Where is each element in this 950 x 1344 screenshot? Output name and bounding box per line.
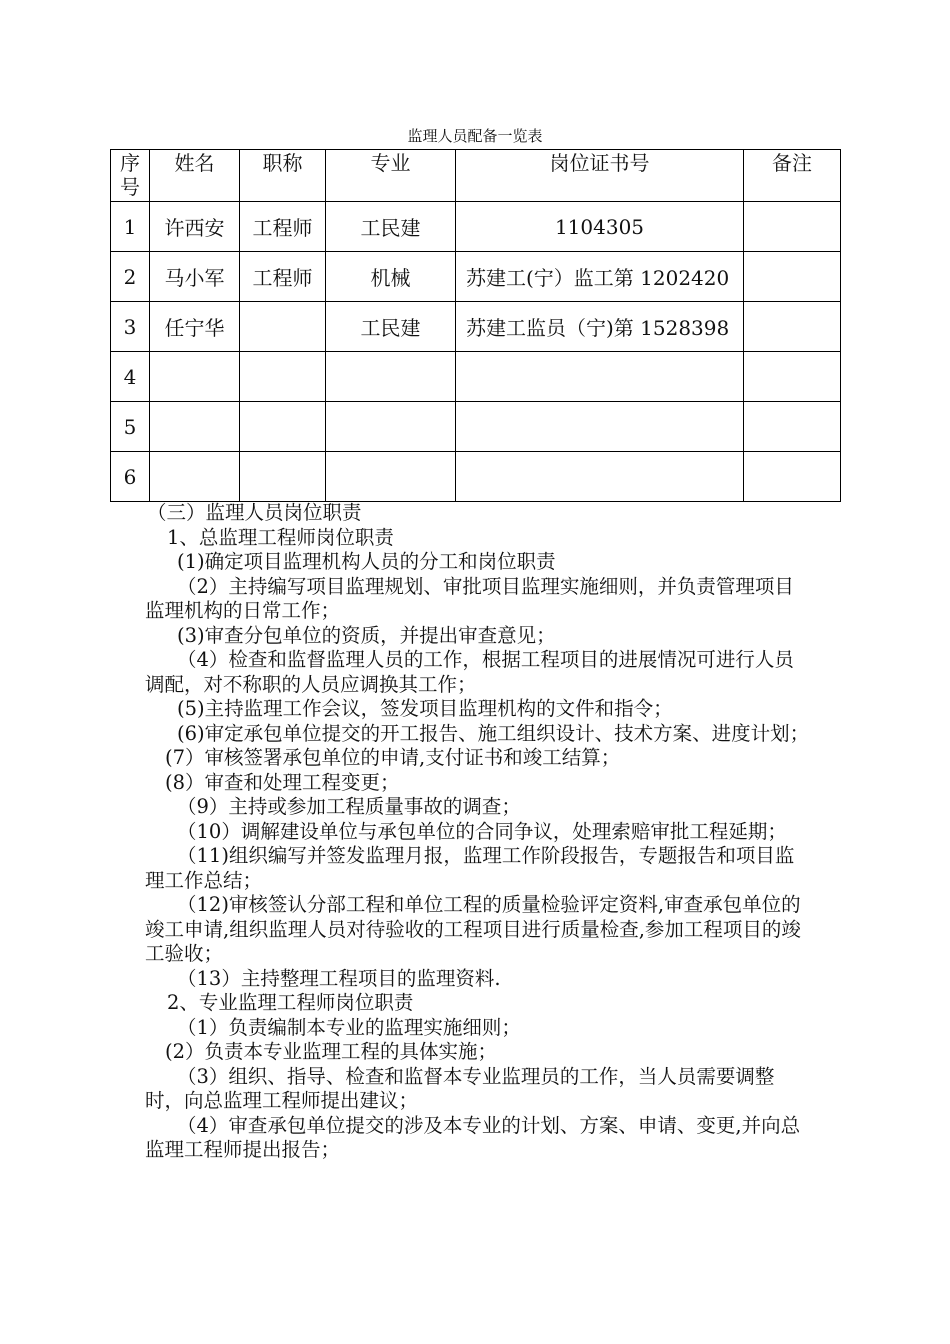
duty-item: （2）主持编写项目监理规划、审批项目监理实施细则，并负责管理项目监理机构的日常工作； [145,574,794,622]
cell-seq: 5 [111,402,150,452]
staff-table [110,149,841,502]
duty-item: （4）检查和监督监理人员的工作，根据工程项目的进展情况可进行人员调配，对不称职的人员应调换其工作； [145,648,794,696]
cell-certificate [456,352,744,402]
cell-title [240,452,326,502]
duty-item: （12)审核签认分部工程和单位工程的质量检验评定资料,审查承包单位的竣工申请,组织监理人员对待验收的工程项目进行质量检查,参加工程项目的竣工验收； [145,893,801,965]
header-seq [111,150,150,202]
cell-name: 马小军 [150,252,240,302]
section-heading: （三）监理人员岗位职责 [147,501,362,524]
duty-item: （9）主持或参加工程质量事故的调查； [177,795,521,818]
header-name: 姓名 [150,150,240,202]
table-row [111,252,841,302]
duty-item: （11)组织编写并签发监理月报，监理工作阶段报告，专题报告和项目监理工作总结； [145,844,795,892]
header-remarks: 备注 [744,150,841,202]
cell-seq: 3 [111,302,150,352]
cell-remarks [744,452,841,502]
duty-item: （10）调解建设单位与承包单位的合同争议，处理索赔审批工程延期； [177,819,787,843]
cell-title: 工程师 [240,252,326,302]
duty-item: （1）负责编制本专业的监理实施细则； [177,1015,521,1039]
cell-seq: 1 [111,202,150,252]
duty-item: （4）审查承包单位提交的涉及本专业的计划、方案、申请、变更,并向总监理工程师提出报告； [145,1113,801,1161]
cell-remarks [744,352,841,402]
header-major: 专业 [326,150,456,202]
cell-name: 许西安 [150,202,240,252]
cell-name: 任宁华 [150,302,240,352]
table-row [111,202,841,252]
cell-major [326,402,456,452]
subsection-heading-specialist: 2、专业监理工程师岗位职责 [167,991,414,1014]
cell-certificate: 1104305 [456,202,744,252]
cell-remarks [744,202,841,252]
duty-item: (1)确定项目监理机构人员的分工和岗位职责 [177,550,556,573]
duty-item: (7）审核签署承包单位的申请,支付证书和竣工结算； [165,746,621,769]
table-row [111,352,841,402]
cell-major: 机械 [326,252,456,302]
cell-seq: 4 [111,352,150,402]
cell-seq: 2 [111,252,150,302]
subsection-heading-chief: 1、总监理工程师岗位职责 [167,525,394,549]
duty-item: （13）主持整理工程项目的监理资料. [177,966,501,990]
duty-item: (6)审定承包单位提交的开工报告、施工组织设计、技术方案、进度计划； [177,721,810,745]
cell-major: 工民建 [326,302,456,352]
duty-item: (8）审查和处理工程变更； [165,770,400,794]
cell-remarks [744,302,841,352]
table-caption: 监理人员配备一览表 [407,127,543,145]
cell-certificate [456,452,744,502]
table-header-row [111,150,841,202]
cell-name [150,352,240,402]
header-certificate: 岗位证书号 [456,150,744,202]
cell-certificate: 苏建工(宁）监工第 1202420 [456,252,744,302]
cell-remarks [744,252,841,302]
cell-major: 工民建 [326,202,456,252]
cell-certificate: 苏建工监员（宁)第 1528398 [456,302,744,352]
cell-name [150,402,240,452]
duty-item: (2）负责本专业监理工程的具体实施； [165,1040,498,1063]
duty-item: (5)主持监理工作会议，签发项目监理机构的文件和指令； [177,697,673,720]
cell-title [240,352,326,402]
header-title: 职称 [240,150,326,202]
header-seq-label: 序号 [120,151,140,199]
duty-item: (3)审查分包单位的资质，并提出审查意见； [177,623,556,647]
cell-name [150,452,240,502]
cell-title [240,302,326,352]
table-row [111,452,841,502]
table-row [111,402,841,452]
cell-seq: 6 [111,452,150,502]
cell-title [240,402,326,452]
table-row [111,302,841,352]
duty-item: （3）组织、指导、检查和监督本专业监理员的工作，当人员需要调整时，向总监理工程师提出建议； [145,1064,775,1112]
cell-certificate [456,402,744,452]
cell-major [326,352,456,402]
cell-remarks [744,402,841,452]
cell-title: 工程师 [240,202,326,252]
cell-major [326,452,456,502]
duties-section [145,501,810,1163]
